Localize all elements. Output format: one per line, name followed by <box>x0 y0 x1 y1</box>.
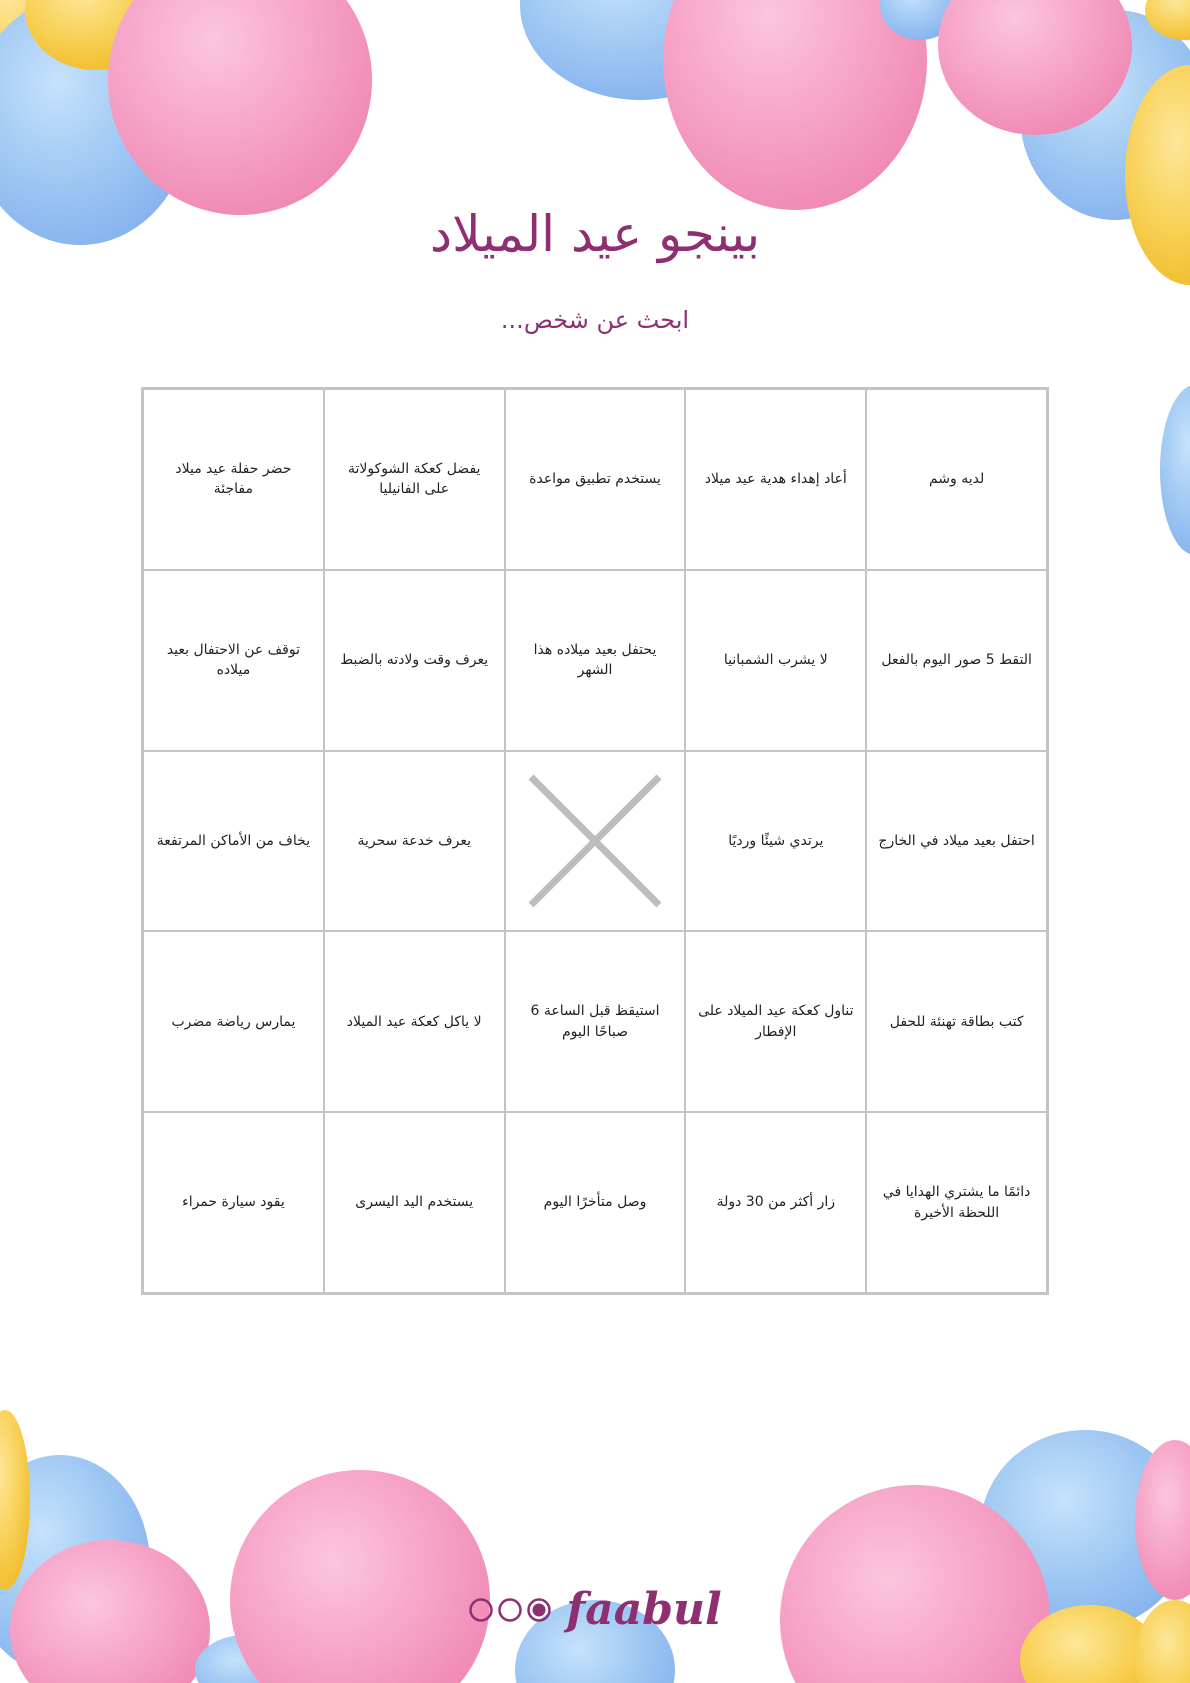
bingo-cell-text: حضر حفلة عيد ميلاد مفاجئة <box>175 461 292 498</box>
bingo-free-space[interactable] <box>505 751 686 932</box>
bingo-cell[interactable] <box>505 1112 686 1293</box>
bingo-cell-text: يستخدم تطبيق مواعدة <box>529 471 661 488</box>
bingo-cell[interactable] <box>866 1112 1047 1293</box>
bingo-cell-text: وصل متأخرًا اليوم <box>543 1194 647 1211</box>
bingo-cell-text: احتفل بعيد ميلاد في الخارج <box>878 832 1035 849</box>
balloon <box>230 1470 490 1683</box>
bingo-cell-text: يفضل كعكة الشوكولاتة على الفانيليا <box>347 461 481 498</box>
bingo-cell-text: يستخدم اليد اليسرى <box>355 1194 474 1211</box>
bingo-cell-text: يمارس رياضة مضرب <box>171 1013 296 1030</box>
bingo-cell[interactable] <box>324 931 505 1112</box>
bingo-cell-text: توقف عن الاحتفال بعيد ميلاده <box>166 641 300 679</box>
bingo-cell[interactable] <box>143 389 324 570</box>
bingo-cell-text: يقود سيارة حمراء <box>182 1194 285 1211</box>
bingo-cell[interactable] <box>685 389 866 570</box>
bingo-cell[interactable] <box>143 751 324 932</box>
bingo-cell[interactable] <box>685 1112 866 1293</box>
bingo-cell[interactable] <box>324 389 505 570</box>
page-title: بينجو عيد الميلاد <box>429 205 761 263</box>
three-circles-icon <box>468 1595 552 1625</box>
bingo-grid <box>141 387 1049 1295</box>
bingo-cell-text: استيقظ قبل الساعة 6 صباحًا اليوم <box>530 1003 660 1040</box>
bingo-cell[interactable] <box>324 751 505 932</box>
bingo-cell-text: يرتدي شيئًا ورديًا <box>728 832 824 849</box>
balloon <box>663 0 927 210</box>
bingo-cell[interactable] <box>866 570 1047 751</box>
bingo-cell-text: لا يشرب الشمبانيا <box>723 652 828 669</box>
bingo-cell-text: يخاف من الأماكن المرتفعة <box>156 832 311 849</box>
bingo-cell-text: يعرف وقت ولادته بالضبط <box>340 652 489 669</box>
bingo-cell[interactable] <box>505 931 686 1112</box>
bingo-cell[interactable] <box>505 389 686 570</box>
bingo-cell-text: يعرف خدعة سحرية <box>357 832 471 849</box>
bingo-cell-text: دائمًا ما يشتري الهدايا في اللحظة الأخيرة <box>882 1184 1031 1221</box>
bingo-cell[interactable] <box>505 570 686 751</box>
bingo-cell[interactable] <box>143 570 324 751</box>
bingo-cell-text: زار أكثر من 30 دولة <box>716 1194 836 1211</box>
bingo-cell[interactable] <box>685 570 866 751</box>
faabul-logo <box>0 1584 1190 1635</box>
bingo-cell[interactable] <box>866 751 1047 932</box>
balloon <box>1160 385 1190 555</box>
bingo-cell-text: أعاد إهداء هدية عيد ميلاد <box>704 471 847 488</box>
bingo-cell-text: كتب بطاقة تهنئة للحفل <box>889 1013 1024 1030</box>
x-mark-icon <box>525 771 665 911</box>
bingo-cell[interactable] <box>685 931 866 1112</box>
logo-wordmark: faabul <box>566 1584 722 1635</box>
bingo-cell[interactable] <box>685 751 866 932</box>
bingo-cell-text: التقط 5 صور اليوم بالفعل <box>881 652 1032 669</box>
bingo-cell-text: لا ياكل كعكة عيد الميلاد <box>346 1013 482 1030</box>
bingo-cell[interactable] <box>324 1112 505 1293</box>
bingo-cell-text: تناول كعكة عيد الميلاد على الإفطار <box>698 1003 854 1040</box>
page-subtitle: ...ابحث عن شخص <box>500 306 690 334</box>
bingo-cell-text: لديه وشم <box>928 471 985 488</box>
bingo-cell[interactable] <box>866 389 1047 570</box>
bingo-cell-text: يحتفل بعيد ميلاده هذا الشهر <box>533 641 657 679</box>
bingo-cell[interactable] <box>866 931 1047 1112</box>
bingo-cell[interactable] <box>143 931 324 1112</box>
bingo-cell[interactable] <box>324 570 505 751</box>
bingo-cell[interactable] <box>143 1112 324 1293</box>
